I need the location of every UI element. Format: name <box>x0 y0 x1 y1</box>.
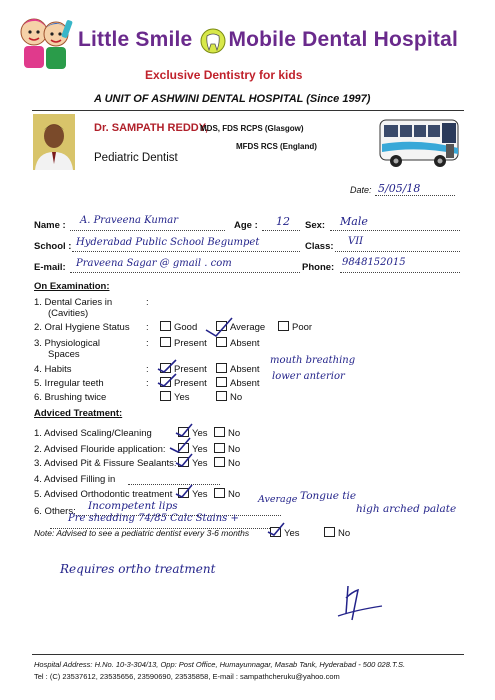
doctor-photo <box>33 114 75 170</box>
treat-1-yes-label: Yes <box>192 428 208 439</box>
treatment-heading: Adviced Treatment: <box>34 408 123 419</box>
exam-4-present-label: Present <box>174 364 207 375</box>
exam-5-present-checkbox[interactable] <box>160 377 171 387</box>
treat-2-no-checkbox[interactable] <box>214 443 225 453</box>
exam-6-yes-label: Yes <box>174 392 190 403</box>
phone-label: Phone: <box>302 262 335 273</box>
exam-item-1-label: 1. Dental Caries in <box>34 297 113 308</box>
exam-item-1-colon: : <box>146 297 149 308</box>
class-value: VII <box>348 236 364 247</box>
exam-5-absent-checkbox[interactable] <box>216 377 227 387</box>
treat-5-yes-label: Yes <box>192 489 208 500</box>
exam-item-3-label-2: Spaces <box>48 349 80 360</box>
tooth-icon <box>200 28 226 56</box>
others-line-1-text: Incompetent lips <box>88 500 178 512</box>
followup-no-checkbox[interactable] <box>324 527 335 537</box>
exam-6-yes-checkbox[interactable] <box>160 391 171 401</box>
exam-5-present-label: Present <box>174 378 207 389</box>
exam-2-good-label: Good <box>174 322 198 333</box>
treat-3-yes-checkbox[interactable] <box>178 457 189 467</box>
exam-5-note: lower anterior <box>272 371 345 382</box>
exam-item-2-label: 2. Oral Hygiene Status <box>34 322 130 333</box>
name-label: Name : <box>34 220 66 231</box>
treat-3-yes-label: Yes <box>192 458 208 469</box>
exam-2-poor-checkbox[interactable] <box>278 321 289 331</box>
examination-heading: On Examination: <box>34 281 110 292</box>
age-label: Age : <box>234 220 258 231</box>
others-note-above: Average <box>258 494 298 505</box>
handwritten-remark: Requires ortho treatment <box>60 562 216 576</box>
exam-3-absent-checkbox[interactable] <box>216 337 227 347</box>
others-line-2-text: Pre shedding 74/85 Calc Stains + <box>68 513 239 524</box>
treat-3-no-checkbox[interactable] <box>214 457 225 467</box>
exam-4-absent-label: Absent <box>230 364 260 375</box>
footer-address: Hospital Address: H.No. 10-3-304/13, Opp: Post Office, Humayunnagar, Masab Tank, Hyderabad - 500 028.T.S. <box>34 660 406 669</box>
signature <box>336 580 386 624</box>
treat-1-no-checkbox[interactable] <box>214 427 225 437</box>
exam-2-average-checkbox[interactable] <box>216 321 227 331</box>
exam-item-4-label: 4. Habits <box>34 364 72 375</box>
doctor-qualifications-2: MFDS RCS (England) <box>236 142 317 151</box>
followup-note: Note: Advised to see a pediatric dentist every 3-6 months <box>34 528 250 538</box>
exam-item-5-colon: : <box>146 378 149 389</box>
treat-item-1-label: 1. Advised Scaling/Cleaning <box>34 428 152 439</box>
subtitle: Exclusive Dentistry for kids <box>145 68 303 82</box>
treat-5-yes-checkbox[interactable] <box>178 488 189 498</box>
treat-5-no-label: No <box>228 489 241 500</box>
followup-no-label: No <box>338 528 351 539</box>
treat-3-no-label: No <box>228 458 241 469</box>
exam-4-absent-checkbox[interactable] <box>216 363 227 373</box>
exam-item-1-label-2: (Cavities) <box>48 308 89 319</box>
exam-item-5-label: 5. Irregular teeth <box>34 378 104 389</box>
others-line-1b-text: Tongue tie <box>300 490 357 502</box>
email-line <box>70 272 300 273</box>
treat-item-3-label: 3. Advised Pit & Fissure Sealants: <box>34 458 177 469</box>
doctor-specialty: Pediatric Dentist <box>94 152 178 164</box>
treat-item-4-label: 4. Advised Filling in <box>34 474 116 485</box>
exam-6-no-checkbox[interactable] <box>216 391 227 401</box>
exam-item-3-label: 3. Physiological <box>34 338 101 349</box>
mobile-dental-bus-image <box>378 114 462 172</box>
age-line <box>262 230 300 231</box>
email-label: E-mail: <box>34 262 66 273</box>
exam-item-4-colon: : <box>146 364 149 375</box>
exam-item-3-colon: : <box>146 338 149 349</box>
exam-3-absent-label: Absent <box>230 338 260 349</box>
footer-divider <box>32 654 464 655</box>
exam-2-good-checkbox[interactable] <box>160 321 171 331</box>
treat-5-no-checkbox[interactable] <box>214 488 225 498</box>
exam-2-poor-label: Poor <box>292 322 313 333</box>
followup-yes-label: Yes <box>284 528 300 539</box>
exam-2-average-label: Average <box>230 322 266 333</box>
treat-2-yes-label: Yes <box>192 444 208 455</box>
date-label: Date: <box>350 185 372 195</box>
kids-logo <box>14 12 76 74</box>
doctor-name: Dr. SAMPATH REDDY, <box>94 122 208 134</box>
unit-line: A UNIT OF ASHWINI DENTAL HOSPITAL (Since 1997) <box>94 93 371 105</box>
school-line <box>72 251 300 252</box>
name-line <box>70 230 225 231</box>
exam-6-no-label: No <box>230 392 243 403</box>
filling-line <box>128 484 220 485</box>
hospital-title: Little Smile Mobile Dental Hospital <box>78 28 459 51</box>
class-label: Class: <box>305 241 334 252</box>
treat-item-6-label: 6. Others: <box>34 506 76 517</box>
exam-3-present-checkbox[interactable] <box>160 337 171 347</box>
sex-line <box>330 230 460 231</box>
others-right-text: high arched palate <box>356 503 457 515</box>
class-line <box>335 251 460 252</box>
phone-value: 9848152015 <box>342 257 406 268</box>
name-value: A. Praveena Kumar <box>80 215 179 226</box>
age-value: 12 <box>276 215 290 228</box>
followup-yes-checkbox[interactable] <box>270 527 281 537</box>
treat-2-yes-checkbox[interactable] <box>178 443 189 453</box>
treat-item-5-label: 5. Advised Orthodontic treatment <box>34 489 173 500</box>
sex-value: Male <box>340 215 368 228</box>
exam-4-present-checkbox[interactable] <box>160 363 171 373</box>
school-label: School : <box>34 241 72 252</box>
date-line <box>375 195 455 196</box>
treat-1-yes-checkbox[interactable] <box>178 427 189 437</box>
exam-item-6-label: 6. Brushing twice <box>34 392 107 403</box>
school-value: Hyderabad Public School Begumpet <box>76 237 260 248</box>
exam-5-absent-label: Absent <box>230 378 260 389</box>
date-value: 5/05/18 <box>378 182 421 195</box>
treat-1-no-label: No <box>228 428 241 439</box>
exam-3-present-label: Present <box>174 338 207 349</box>
header-divider <box>32 110 464 111</box>
exam-item-2-colon: : <box>146 322 149 333</box>
treat-item-2-label: 2. Advised Flouride application: <box>34 444 166 455</box>
footer-contact: Tel : (C) 23537612, 23535656, 23590690, 23535858, E-mail : sampathcheruku@yahoo.com <box>34 672 340 681</box>
phone-line <box>340 272 460 273</box>
exam-4-note: mouth breathing <box>270 355 356 366</box>
doctor-qualifications: MDS, FDS RCPS (Glasgow) <box>200 124 304 133</box>
sex-label: Sex: <box>305 220 326 231</box>
treat-2-no-label: No <box>228 444 241 455</box>
email-value: Praveena Sagar @ gmail . com <box>76 258 232 269</box>
